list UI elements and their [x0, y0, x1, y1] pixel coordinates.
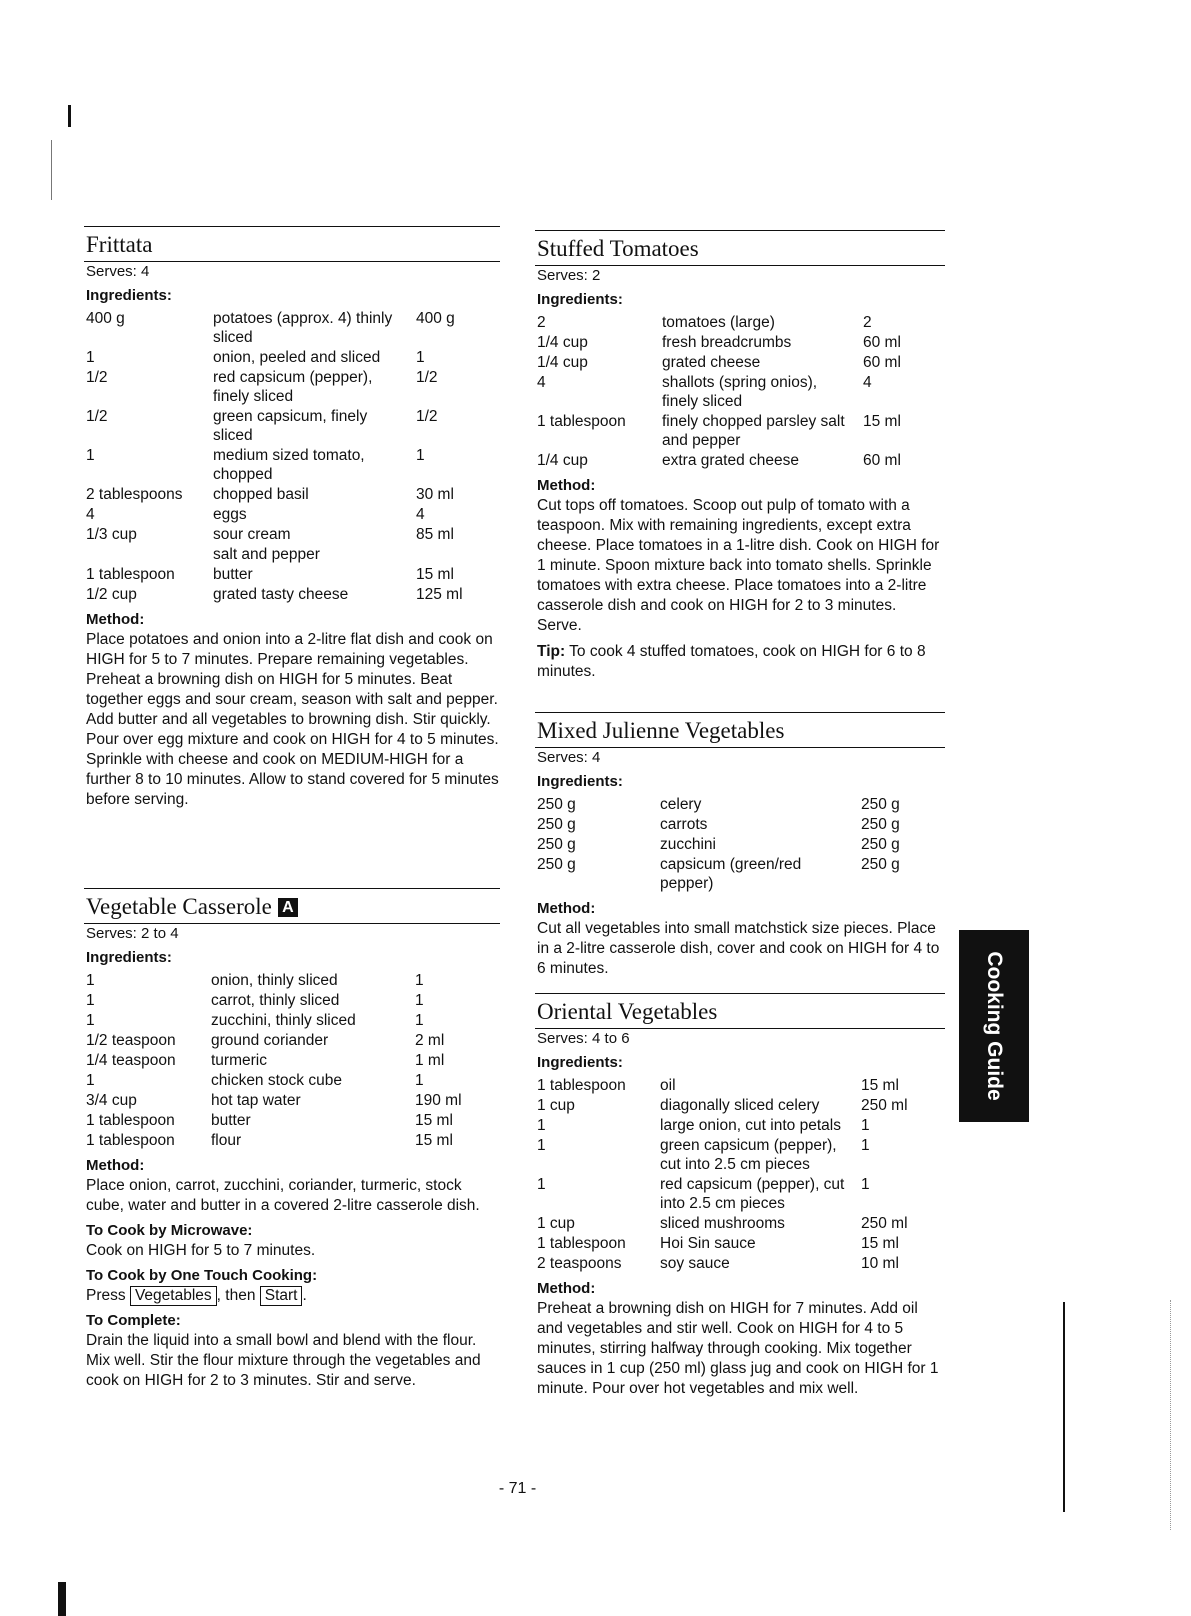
ingredient-name: green capsicum, finely sliced — [213, 408, 368, 444]
recipe-mixed-julienne — [535, 712, 945, 979]
ingredient-name: butter — [211, 1112, 251, 1129]
method-label: Method: — [86, 1157, 145, 1174]
ingredient-metric: 1 — [416, 349, 425, 366]
scan-mark-line — [51, 140, 52, 200]
ingredient-metric: 1 — [861, 1137, 870, 1154]
ingredient-table — [84, 309, 476, 605]
ingredient-metric: 60 ml — [863, 334, 901, 351]
recipe-title: Oriental Vegetables — [535, 993, 945, 1029]
scan-mark-bottom — [58, 1582, 66, 1616]
recipe-frittata — [84, 226, 500, 810]
ingredient-metric: 4 — [863, 374, 872, 391]
recipe-title-text: Vegetable Casserole — [86, 894, 272, 919]
ingredient-name: turmeric — [211, 1052, 267, 1069]
ingredient-metric: 60 ml — [863, 452, 901, 469]
tip-body: To cook 4 stuffed tomatoes, cook on HIGH for 6 to 8 minutes. — [537, 643, 926, 680]
ingredient-row — [84, 309, 476, 348]
ingredient-quantity: 1/4 cup — [537, 334, 588, 351]
ingredient-row — [535, 412, 923, 451]
ingredient-name: carrot, thinly sliced — [211, 992, 340, 1009]
recipe-vegetable-casserole — [84, 888, 500, 1391]
ingredient-name: zucchini, thinly sliced — [211, 1012, 356, 1029]
ingredient-name: shallots (spring onios), finely sliced — [662, 374, 818, 410]
ingredient-metric: 15 ml — [415, 1112, 453, 1129]
ingredient-row — [84, 407, 476, 446]
ingredient-quantity: 250 g — [537, 816, 576, 833]
serves: Serves: 4 to 6 — [537, 1030, 630, 1047]
ingredient-quantity: 1/3 cup — [86, 526, 137, 543]
ingredient-row — [84, 971, 475, 991]
ingredient-row — [84, 585, 476, 605]
ingredient-name: chicken stock cube — [211, 1072, 342, 1089]
ingredient-row — [535, 1175, 921, 1214]
ingredient-name: salt and pepper — [213, 546, 320, 563]
ingredient-row — [84, 565, 476, 585]
ingredient-quantity: 1 cup — [537, 1097, 575, 1114]
ingredient-metric: 15 ml — [863, 413, 901, 430]
ingredient-quantity — [84, 545, 213, 565]
ingredient-row — [84, 1111, 475, 1131]
ingredient-row — [535, 1254, 921, 1274]
ingredient-name: chopped basil — [213, 486, 309, 503]
ingredient-row — [84, 485, 476, 505]
ingredient-row — [84, 1131, 475, 1151]
ingredient-quantity: 1 tablespoon — [537, 1077, 626, 1094]
method-text: Cut tops off tomatoes. Scoop out pulp of tomato with a teaspoon. Mix with remaining ingredients, except extra cheese. Place tomatoes in a 1-litre dish. Cook on HIGH for 1 minute. Spoon mixture back into tomato shells. Sprinkle tomatoes with extra cheese. Place tomatoes into a 2-litre casserole dish and cook on HIGH for 2 to 3 minutes. Serve. — [537, 497, 940, 634]
ingredients-label: Ingredients: — [86, 949, 172, 966]
ingredient-quantity: 1 tablespoon — [86, 566, 175, 583]
ingredient-quantity: 1 tablespoon — [86, 1112, 175, 1129]
ingredient-quantity: 1 — [537, 1176, 546, 1193]
complete-text: Drain the liquid into a small bowl and blend with the flour. Mix well. Stir the flour mixture through the vegetables and cook on HIGH for 2 to 3 minutes. Stir and serve. — [86, 1332, 481, 1389]
ingredient-metric: 15 ml — [415, 1132, 453, 1149]
ingredient-quantity: 1/2 cup — [86, 586, 137, 603]
ingredient-quantity: 1 tablespoon — [86, 1132, 175, 1149]
ingredient-quantity: 1/2 — [86, 369, 108, 386]
ingredient-metric: 2 ml — [415, 1032, 445, 1049]
tip-text — [535, 642, 945, 682]
ingredient-metric: 250 g — [861, 816, 900, 833]
ingredient-name: potatoes (approx. 4) thinly sliced — [213, 310, 393, 346]
ingredient-name: soy sauce — [660, 1255, 730, 1272]
ingredient-quantity: 1 — [86, 1072, 95, 1089]
ingredient-row — [84, 368, 476, 407]
ingredient-row — [535, 795, 921, 815]
ingredient-row — [535, 1136, 921, 1175]
ingredient-row — [535, 815, 921, 835]
ingredient-metric: 1 — [415, 972, 424, 989]
ingredient-quantity: 1/4 cup — [537, 354, 588, 371]
ingredient-metric: 1 — [415, 1072, 424, 1089]
ingredient-quantity: 1 — [86, 349, 95, 366]
one-touch-text — [84, 1286, 500, 1306]
ingredient-name: onion, peeled and sliced — [213, 349, 381, 366]
ingredient-metric: 1 — [415, 1012, 424, 1029]
ingredient-table — [84, 971, 475, 1151]
ingredient-metric: 400 g — [416, 310, 455, 327]
ingredient-quantity: 2 — [537, 314, 546, 331]
ingredient-name: hot tap water — [211, 1092, 301, 1109]
ingredient-name: grated cheese — [662, 354, 761, 371]
ingredient-name: celery — [660, 796, 702, 813]
method-text: Place potatoes and onion into a 2-litre flat dish and cook on HIGH for 5 to 7 minutes. Prepare remaining vegetables. Preheat a browning dish on HIGH for 5 minutes. Beat together eggs and sour cream, season with salt and pepper. Add butter and all vegetables to browning dish. Stir quickly. Pour over egg mixture and cook on HIGH for 4 to 5 minutes. Sprinkle with cheese and cook on MEDIUM-HIGH for a further 8 to 10 minutes. Allow to stand covered for 5 minutes before serving. — [86, 631, 499, 808]
ingredient-quantity: 400 g — [86, 310, 125, 327]
method-text: Place onion, carrot, zucchini, coriander, turmeric, stock cube, water and butter in a covered 2-litre casserole dish. — [86, 1177, 480, 1214]
auto-badge: A — [278, 898, 298, 917]
serves: Serves: 2 — [537, 267, 601, 284]
microwave-text: Cook on HIGH for 5 to 7 minutes. — [86, 1242, 316, 1259]
start-key: Start — [260, 1286, 303, 1306]
serves: Serves: 4 — [86, 263, 150, 280]
ingredient-row — [535, 373, 923, 412]
method-label: Method: — [86, 611, 145, 628]
serves: Serves: 4 — [537, 749, 601, 766]
ingredient-metric: 15 ml — [861, 1077, 899, 1094]
ingredient-quantity: 1 cup — [537, 1215, 575, 1232]
ingredient-name: diagonally sliced celery — [660, 1097, 820, 1114]
ingredients-label: Ingredients: — [537, 1054, 623, 1071]
ingredient-name: grated tasty cheese — [213, 586, 349, 603]
ingredient-row — [84, 348, 476, 368]
method-text: Preheat a browning dish on HIGH for 7 minutes. Add oil and vegetables and stir well. Cook on HIGH for 4 to 5 minutes, stirring halfway through cooking. Mix together sauces in 1 cup (250 ml) glass jug and cook on HIGH for 1 minute. Pour over hot vegetables and mix well. — [537, 1300, 939, 1397]
method-label: Method: — [537, 900, 596, 917]
ingredient-name: ground coriander — [211, 1032, 329, 1049]
ingredient-quantity: 4 — [86, 506, 95, 523]
ingredient-name: oil — [660, 1077, 676, 1094]
section-tab-label: Cooking Guide — [983, 951, 1006, 1101]
recipe-title: Stuffed Tomatoes — [535, 230, 945, 266]
method-text: Cut all vegetables into small matchstick size pieces. Place in a 2-litre casserole dish, cover and cook on HIGH for 4 to 6 minutes. — [537, 920, 940, 977]
ingredients-label: Ingredients: — [537, 773, 623, 790]
ingredient-metric: 1 — [861, 1117, 870, 1134]
ingredient-row — [84, 1091, 475, 1111]
ingredient-metric: 15 ml — [416, 566, 454, 583]
recipe-title: Frittata — [84, 226, 500, 262]
ingredient-quantity: 1 — [86, 992, 95, 1009]
ingredient-row — [84, 1031, 475, 1051]
ingredient-quantity: 250 g — [537, 856, 576, 873]
ingredient-table — [535, 795, 921, 894]
ingredient-metric: 15 ml — [861, 1235, 899, 1252]
recipe-stuffed-tomatoes — [535, 230, 945, 682]
ingredient-metric: 250 g — [861, 856, 900, 873]
margin-rule — [1063, 1302, 1065, 1512]
ingredient-name: sour cream — [213, 526, 291, 543]
ingredient-name: butter — [213, 566, 253, 583]
ingredient-metric: 2 — [863, 314, 872, 331]
ingredient-metric: 1/2 — [416, 408, 438, 425]
ingredient-row — [535, 1214, 921, 1234]
ingredient-table — [535, 313, 923, 471]
ingredient-name: eggs — [213, 506, 247, 523]
ingredient-metric: 4 — [416, 506, 425, 523]
ingredient-metric: 1 ml — [415, 1052, 445, 1069]
ingredient-quantity: 1 tablespoon — [537, 1235, 626, 1252]
ingredient-quantity: 4 — [537, 374, 546, 391]
ingredient-metric: 250 ml — [861, 1215, 908, 1232]
ingredient-quantity: 2 teaspoons — [537, 1255, 622, 1272]
ingredient-row — [535, 1234, 921, 1254]
section-tab — [959, 930, 1029, 1122]
ingredient-metric — [416, 545, 476, 565]
ingredient-row — [84, 1071, 475, 1091]
ingredient-metric: 1/2 — [416, 369, 438, 386]
ingredient-name: flour — [211, 1132, 242, 1149]
ingredient-quantity: 2 tablespoons — [86, 486, 183, 503]
ingredient-name: fresh breadcrumbs — [662, 334, 792, 351]
vegetables-key: Vegetables — [130, 1286, 217, 1306]
recipe-title — [84, 888, 500, 924]
ingredient-name: extra grated cheese — [662, 452, 800, 469]
scan-mark-top — [68, 105, 71, 127]
ingredient-name: Hoi Sin sauce — [660, 1235, 756, 1252]
ingredient-quantity: 1 — [537, 1137, 546, 1154]
ingredient-metric: 250 g — [861, 796, 900, 813]
ingredient-row — [84, 525, 476, 545]
edge-dots — [1170, 1300, 1172, 1530]
ingredient-row — [84, 1051, 475, 1071]
ingredient-name: sliced mushrooms — [660, 1215, 785, 1232]
ingredient-metric: 250 ml — [861, 1097, 908, 1114]
ingredient-quantity: 1/4 cup — [537, 452, 588, 469]
ingredient-name: carrots — [660, 816, 708, 833]
method-label: Method: — [537, 1280, 596, 1297]
ingredient-metric: 60 ml — [863, 354, 901, 371]
ingredient-metric: 190 ml — [415, 1092, 462, 1109]
ingredients-label: Ingredients: — [537, 291, 623, 308]
ingredients-label: Ingredients: — [86, 287, 172, 304]
ingredient-row — [84, 1011, 475, 1031]
ingredient-name: finely chopped parsley salt and pepper — [662, 413, 845, 449]
method-label: Method: — [537, 477, 596, 494]
ingredient-metric: 250 g — [861, 836, 900, 853]
ingredient-quantity: 1/4 teaspoon — [86, 1052, 176, 1069]
ingredient-metric: 30 ml — [416, 486, 454, 503]
ingredient-row — [84, 991, 475, 1011]
ingredient-metric: 85 ml — [416, 526, 454, 543]
ingredient-metric: 125 ml — [416, 586, 463, 603]
ingredient-name: large onion, cut into petals — [660, 1117, 841, 1134]
ingredient-row — [535, 451, 923, 471]
ingredient-name: medium sized tomato, chopped — [213, 447, 365, 483]
ingredient-quantity: 1/2 — [86, 408, 108, 425]
tip-label: Tip: — [537, 643, 566, 660]
recipe-oriental-vegetables — [535, 993, 945, 1399]
ingredient-name: tomatoes (large) — [662, 314, 775, 331]
ingredient-table — [535, 1076, 921, 1274]
serves: Serves: 2 to 4 — [86, 925, 179, 942]
ingredient-quantity: 1 — [86, 447, 95, 464]
ingredient-name: red capsicum (pepper), finely sliced — [213, 369, 373, 405]
ingredient-name: zucchini — [660, 836, 716, 853]
ingredient-name: red capsicum (pepper), cut into 2.5 cm pieces — [660, 1176, 845, 1212]
ingredient-row — [535, 333, 923, 353]
ingredient-row — [535, 835, 921, 855]
ingredient-metric: 1 — [861, 1176, 870, 1193]
ingredient-row — [535, 1076, 921, 1096]
press-word: Press — [86, 1287, 126, 1304]
one-touch-label: To Cook by One Touch Cooking: — [86, 1267, 318, 1284]
ingredient-quantity: 250 g — [537, 836, 576, 853]
then-word: , then — [216, 1287, 256, 1304]
page-number: - 71 - — [498, 1480, 537, 1497]
ingredient-name: capsicum (green/red pepper) — [660, 856, 802, 892]
ingredient-row — [535, 1096, 921, 1116]
ingredient-quantity: 3/4 cup — [86, 1092, 137, 1109]
ingredient-quantity: 1 — [86, 1012, 95, 1029]
microwave-label: To Cook by Microwave: — [86, 1222, 253, 1239]
ingredient-metric: 1 — [416, 447, 425, 464]
end-period: . — [302, 1287, 307, 1304]
ingredient-quantity: 1 tablespoon — [537, 413, 626, 430]
ingredient-row — [84, 505, 476, 525]
complete-label: To Complete: — [86, 1312, 181, 1329]
ingredient-row — [535, 855, 921, 894]
ingredient-quantity: 1 — [537, 1117, 546, 1134]
ingredient-metric: 10 ml — [861, 1255, 899, 1272]
ingredient-name: onion, thinly sliced — [211, 972, 338, 989]
ingredient-quantity: 1 — [86, 972, 95, 989]
ingredient-row — [535, 353, 923, 373]
ingredient-row — [84, 545, 476, 565]
ingredient-name: green capsicum (pepper), cut into 2.5 cm pieces — [660, 1137, 837, 1173]
recipe-title: Mixed Julienne Vegetables — [535, 712, 945, 748]
ingredient-metric: 1 — [415, 992, 424, 1009]
ingredient-row — [84, 446, 476, 485]
ingredient-row — [535, 313, 923, 333]
ingredient-quantity: 1/2 teaspoon — [86, 1032, 176, 1049]
ingredient-quantity: 250 g — [537, 796, 576, 813]
ingredient-row — [535, 1116, 921, 1136]
